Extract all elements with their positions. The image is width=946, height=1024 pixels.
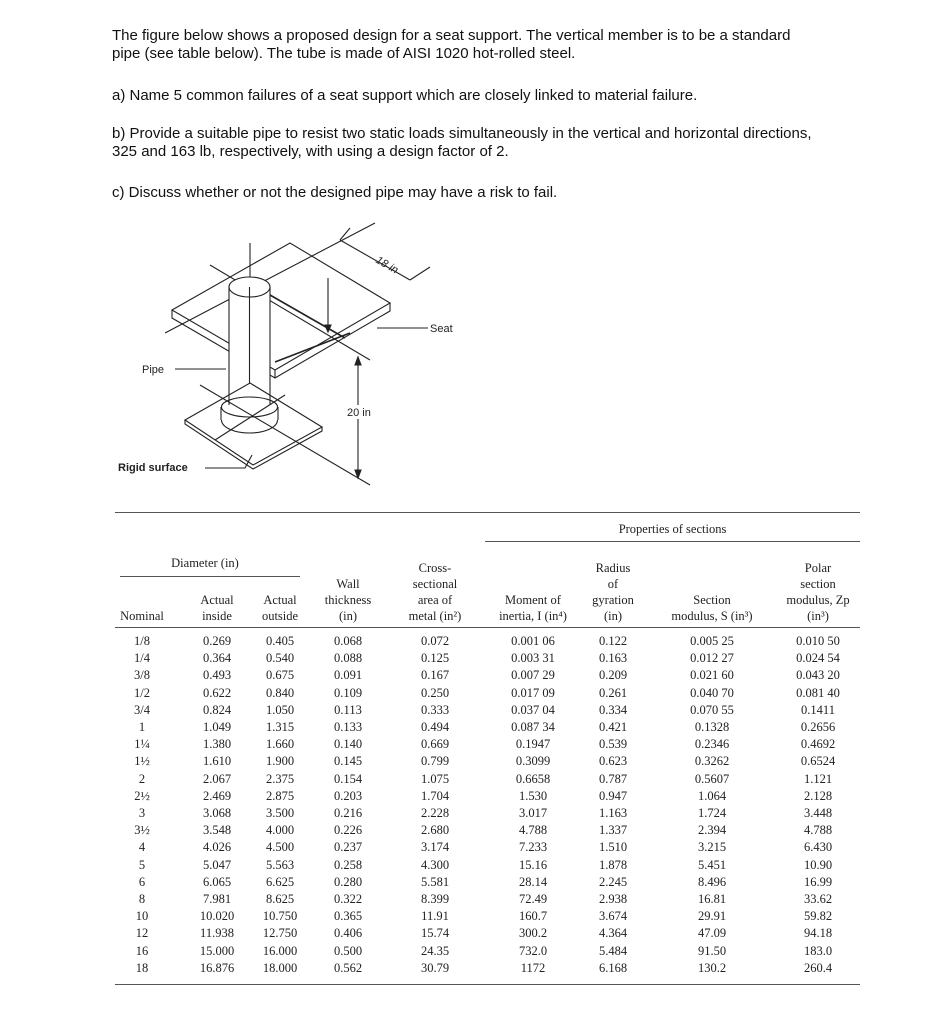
cell-outside: 10.750 <box>262 909 298 924</box>
header-line: Radius <box>595 561 631 575</box>
cell-radius: 1.163 <box>598 806 628 820</box>
cell-inside: 11.938 <box>200 926 234 941</box>
cell-moment: 0.017 09 <box>511 685 555 700</box>
cell-outside: 1.315 <box>265 720 295 734</box>
cell-area: 1.704 <box>420 788 450 803</box>
cell-outside: 3.500 <box>265 806 295 820</box>
header-line: Section <box>693 593 731 607</box>
header-properties-group: Properties of sections <box>618 522 727 536</box>
header-line: Cross- <box>418 561 452 575</box>
header-line: modulus, S (in³) <box>671 609 753 623</box>
table-row <box>115 926 860 943</box>
cell-section: 2.394 <box>697 823 727 838</box>
cell-radius: 0.209 <box>598 668 628 683</box>
cell-radius: 0.787 <box>598 771 628 786</box>
cell-polar: 33.62 <box>803 892 833 906</box>
cell-section: 91.50 <box>697 943 727 958</box>
cell-area: 0.125 <box>420 651 450 666</box>
header-line: sectional <box>412 577 458 591</box>
cell-outside: 6.625 <box>265 874 295 889</box>
cell-moment: 160.7 <box>518 909 548 924</box>
cell-radius: 3.674 <box>598 909 628 924</box>
cell-inside: 16.876 <box>199 960 235 975</box>
table-row <box>115 737 860 754</box>
cell-nominal: 18 <box>135 960 149 975</box>
cell-area: 5.581 <box>420 874 450 889</box>
cell-inside: 15.000 <box>199 943 235 958</box>
cell-radius: 0.122 <box>598 634 628 648</box>
cell-wall: 0.133 <box>333 720 363 734</box>
cell-outside: 8.625 <box>265 892 295 906</box>
cell-nominal: 4 <box>138 840 146 855</box>
cell-wall: 0.322 <box>333 892 363 906</box>
header-line: modulus, Zp <box>786 593 850 607</box>
table-row <box>115 823 860 840</box>
cell-nominal: 6 <box>138 874 146 889</box>
cell-nominal: 3/4 <box>134 702 150 717</box>
header-polar <box>773 560 863 624</box>
cell-polar: 6.430 <box>803 840 833 855</box>
cell-area: 0.167 <box>420 668 450 683</box>
cell-area: 4.300 <box>420 857 450 872</box>
cell-section: 0.005 25 <box>690 634 734 648</box>
cell-radius: 5.484 <box>598 943 628 958</box>
cell-radius: 1.878 <box>598 857 628 872</box>
cell-outside: 0.405 <box>265 634 295 648</box>
table-row <box>115 806 860 823</box>
cell-outside: 16.000 <box>262 943 298 958</box>
cell-outside: 1.900 <box>265 754 295 769</box>
header-line: Nominal <box>120 609 164 623</box>
cell-polar: 183.0 <box>803 943 833 958</box>
cell-section: 47.09 <box>697 926 727 941</box>
cell-moment: 0.6658 <box>515 771 551 786</box>
cell-moment: 7.233 <box>518 840 548 855</box>
question-intro: The figure below shows a proposed design for a seat support. The vertical member is to be a standard pipe (see table below). The tube is made of AISI 1020 hot-rolled steel. <box>112 27 791 62</box>
cell-nominal: 3½ <box>134 823 150 838</box>
cell-radius: 0.163 <box>598 651 628 666</box>
cell-area: 11.91 <box>421 909 449 924</box>
diameter-group-rule <box>120 576 300 577</box>
cell-nominal: 2½ <box>134 788 150 803</box>
cell-section: 130.2 <box>697 960 727 975</box>
table-row <box>115 651 860 668</box>
cell-wall: 0.068 <box>333 634 363 648</box>
cell-section: 1.724 <box>697 806 727 820</box>
cell-area: 8.399 <box>420 892 450 906</box>
cell-outside: 4.000 <box>265 823 295 838</box>
cell-wall: 0.500 <box>333 943 363 958</box>
cell-wall: 0.365 <box>333 909 363 924</box>
header-line: outside <box>261 609 299 623</box>
header-line: inside <box>202 609 232 623</box>
table-row <box>115 909 860 926</box>
cell-section: 0.2346 <box>694 737 730 752</box>
cell-radius: 0.421 <box>598 720 628 734</box>
cell-radius: 2.938 <box>598 892 628 906</box>
cell-radius: 0.334 <box>598 702 628 717</box>
cell-section: 0.021 60 <box>690 668 734 683</box>
cell-nominal: 8 <box>138 892 146 906</box>
cell-outside: 0.675 <box>265 668 295 683</box>
table-row <box>115 840 860 857</box>
cell-radius: 0.947 <box>598 788 628 803</box>
question-c: c) Discuss whether or not the designed pipe may have a risk to fail. <box>112 184 558 201</box>
cell-outside: 2.375 <box>265 771 295 786</box>
cell-polar: 2.128 <box>803 788 833 803</box>
cell-inside: 5.047 <box>202 857 232 872</box>
cell-nominal: 1¼ <box>134 737 150 752</box>
cell-nominal: 1 <box>138 720 146 734</box>
cell-inside: 10.020 <box>199 909 235 924</box>
cell-inside: 1.380 <box>202 737 232 752</box>
cell-wall: 0.216 <box>333 806 363 820</box>
cell-section: 1.064 <box>697 788 727 803</box>
dim-height-label: 20 in <box>347 407 371 419</box>
cell-section: 0.040 70 <box>690 685 734 700</box>
table-row <box>115 892 860 909</box>
cell-polar: 1.121 <box>803 771 833 786</box>
cell-radius: 0.261 <box>598 685 628 700</box>
cell-inside: 1.049 <box>202 720 232 734</box>
cell-nominal: 1½ <box>134 754 150 769</box>
cell-moment: 1.530 <box>518 788 548 803</box>
cell-outside: 1.660 <box>265 737 295 752</box>
cell-moment: 0.003 31 <box>511 651 555 666</box>
cell-section: 3.215 <box>697 840 727 855</box>
cell-polar: 0.010 50 <box>796 634 840 648</box>
header-line: section <box>800 577 836 591</box>
header-section <box>652 592 772 624</box>
dim-width-label: 18 in <box>373 254 401 277</box>
header-line: Wall <box>336 577 360 591</box>
header-inside <box>187 592 247 624</box>
cell-outside: 0.540 <box>265 651 295 666</box>
properties-group-rule <box>485 541 860 542</box>
cell-section: 0.3262 <box>694 754 730 769</box>
header-line: Actual <box>200 593 234 607</box>
question-a: a) Name 5 common failures of a seat support which are closely linked to material failure. <box>112 87 698 104</box>
header-line: Moment of <box>505 593 561 607</box>
cell-area: 1.075 <box>420 771 450 786</box>
cell-nominal: 12 <box>135 926 149 941</box>
cell-nominal: 5 <box>138 857 146 872</box>
cell-area: 2.228 <box>420 806 450 820</box>
table-bottom-rule <box>115 984 860 985</box>
cell-section: 0.5607 <box>694 771 730 786</box>
header-area <box>390 560 480 624</box>
table-row <box>115 668 860 685</box>
cell-wall: 0.140 <box>333 737 363 752</box>
header-radius <box>578 560 648 624</box>
cell-wall: 0.113 <box>334 702 362 717</box>
cell-moment: 1172 <box>520 960 546 975</box>
cell-radius: 6.168 <box>598 960 628 975</box>
cell-section: 0.1328 <box>694 720 730 734</box>
cell-area: 0.799 <box>420 754 450 769</box>
cell-inside: 1.610 <box>202 754 232 769</box>
header-bottom-rule <box>115 627 860 628</box>
header-nominal <box>112 608 172 624</box>
cell-inside: 0.364 <box>202 651 232 666</box>
cell-inside: 2.469 <box>202 788 232 803</box>
cell-outside: 0.840 <box>265 685 295 700</box>
cell-section: 8.496 <box>697 874 727 889</box>
header-line: of <box>607 577 619 591</box>
table-row <box>115 875 860 892</box>
cell-section: 5.451 <box>697 857 727 872</box>
cell-polar: 0.4692 <box>800 737 836 752</box>
table-row <box>115 686 860 703</box>
cell-area: 0.494 <box>420 720 450 734</box>
cell-polar: 3.448 <box>803 806 833 820</box>
cell-nominal: 2 <box>138 771 146 786</box>
cell-polar: 94.18 <box>803 926 833 941</box>
header-line: inertia, I (in⁴) <box>499 609 567 623</box>
cell-moment: 3.017 <box>518 806 548 820</box>
table-row <box>115 634 860 651</box>
header-line: Polar <box>804 561 832 575</box>
header-line: Actual <box>263 593 297 607</box>
cell-area: 3.174 <box>420 840 450 855</box>
table-row <box>115 754 860 771</box>
header-line: (in³) <box>807 609 829 623</box>
table-row <box>115 944 860 961</box>
cell-polar: 4.788 <box>803 823 833 838</box>
cell-wall: 0.258 <box>333 857 363 872</box>
cell-polar: 0.1411 <box>801 702 835 717</box>
table-row <box>115 703 860 720</box>
cell-wall: 0.237 <box>333 840 363 855</box>
cell-area: 0.072 <box>420 634 450 648</box>
cell-nominal: 1/8 <box>134 634 150 648</box>
cell-radius: 0.539 <box>598 737 628 752</box>
cell-area: 0.333 <box>420 702 450 717</box>
cell-polar: 0.081 40 <box>796 685 840 700</box>
cell-wall: 0.280 <box>333 874 363 889</box>
table-row <box>115 858 860 875</box>
cell-nominal: 16 <box>135 943 149 958</box>
cell-wall: 0.145 <box>333 754 363 769</box>
cell-wall: 0.203 <box>333 788 363 803</box>
cell-nominal: 3/8 <box>134 668 150 683</box>
cell-moment: 732.0 <box>518 943 548 958</box>
cell-radius: 1.510 <box>598 840 628 855</box>
cell-moment: 0.001 06 <box>511 634 555 648</box>
header-line: metal (in²) <box>408 609 462 623</box>
cell-moment: 0.3099 <box>515 754 551 769</box>
cell-polar: 16.99 <box>803 874 833 889</box>
cell-moment: 15.16 <box>518 857 548 872</box>
header-line: gyration <box>592 593 634 607</box>
cell-outside: 5.563 <box>265 857 295 872</box>
cell-polar: 10.90 <box>803 857 833 872</box>
pipe-label: Pipe <box>142 364 165 376</box>
cell-moment: 72.49 <box>518 892 548 906</box>
header-line: area of <box>417 593 453 607</box>
header-diameter-group: Diameter (in) <box>171 556 239 570</box>
cell-inside: 7.981 <box>202 892 232 906</box>
cell-inside: 6.065 <box>202 874 232 889</box>
cell-radius: 1.337 <box>598 823 628 838</box>
seat-support-figure <box>110 210 470 500</box>
cell-moment: 4.788 <box>518 823 548 838</box>
cell-wall: 0.562 <box>333 960 363 975</box>
cell-moment: 0.087 34 <box>511 720 555 734</box>
header-moment <box>483 592 583 624</box>
cell-polar: 0.2656 <box>800 720 836 734</box>
cell-radius: 4.364 <box>598 926 628 941</box>
header-line: (in) <box>603 609 623 623</box>
cell-outside: 1.050 <box>265 702 295 717</box>
cell-moment: 300.2 <box>518 926 548 941</box>
rigid-surface-label: Rigid surface <box>118 462 188 474</box>
cell-inside: 3.548 <box>202 823 232 838</box>
cell-polar: 0.043 20 <box>796 668 840 683</box>
cell-area: 2.680 <box>420 823 450 838</box>
cell-inside: 0.824 <box>202 702 232 717</box>
cell-polar: 59.82 <box>803 909 833 924</box>
cell-wall: 0.226 <box>333 823 363 838</box>
header-line: thickness <box>324 593 372 607</box>
cell-area: 0.669 <box>420 737 450 752</box>
cell-moment: 0.007 29 <box>511 668 555 683</box>
cell-section: 29.91 <box>697 909 727 924</box>
table-row <box>115 789 860 806</box>
seat-top <box>172 243 390 370</box>
cell-moment: 0.037 04 <box>511 702 555 717</box>
table-top-rule <box>115 512 860 513</box>
cell-section: 0.012 27 <box>690 651 734 666</box>
cell-polar: 0.024 54 <box>796 651 840 666</box>
cell-polar: 0.6524 <box>800 754 836 769</box>
cell-nominal: 1/2 <box>134 685 150 700</box>
cell-nominal: 3 <box>138 806 146 820</box>
table-row <box>115 720 860 737</box>
cell-radius: 2.245 <box>598 874 628 889</box>
cell-section: 16.81 <box>697 892 727 906</box>
table-row <box>115 961 860 978</box>
cell-wall: 0.154 <box>333 771 363 786</box>
cell-wall: 0.109 <box>333 685 363 700</box>
cell-wall: 0.091 <box>333 668 363 683</box>
cell-outside: 18.000 <box>262 960 298 975</box>
cell-area: 30.79 <box>420 960 450 975</box>
cell-nominal: 10 <box>135 909 149 924</box>
cell-moment: 28.14 <box>518 874 548 889</box>
cell-radius: 0.623 <box>598 754 628 769</box>
header-wall <box>313 576 383 624</box>
cell-nominal: 1/4 <box>134 651 150 666</box>
cell-inside: 0.493 <box>202 668 232 683</box>
cell-inside: 0.622 <box>202 685 232 700</box>
cell-outside: 4.500 <box>265 840 295 855</box>
cell-moment: 0.1947 <box>515 737 551 752</box>
cell-polar: 260.4 <box>803 960 833 975</box>
seat-label: Seat <box>430 323 453 335</box>
table-row <box>115 772 860 789</box>
cell-inside: 4.026 <box>202 840 232 855</box>
cell-inside: 3.068 <box>202 806 232 820</box>
header-outside <box>250 592 310 624</box>
cell-inside: 2.067 <box>202 771 232 786</box>
cell-area: 24.35 <box>420 943 450 958</box>
cell-inside: 0.269 <box>202 634 232 648</box>
cell-wall: 0.406 <box>333 926 363 941</box>
cell-outside: 2.875 <box>265 788 295 803</box>
cell-wall: 0.088 <box>333 651 363 666</box>
cell-area: 0.250 <box>420 685 450 700</box>
header-line: (in) <box>338 609 358 623</box>
cell-section: 0.070 55 <box>690 702 734 717</box>
cell-outside: 12.750 <box>262 926 298 941</box>
cell-area: 15.74 <box>420 926 450 941</box>
question-b: b) Provide a suitable pipe to resist two static loads simultaneously in the vertical and horizontal directions, 325 and 163 lb, respectively, with using a design factor of 2. <box>112 125 812 160</box>
